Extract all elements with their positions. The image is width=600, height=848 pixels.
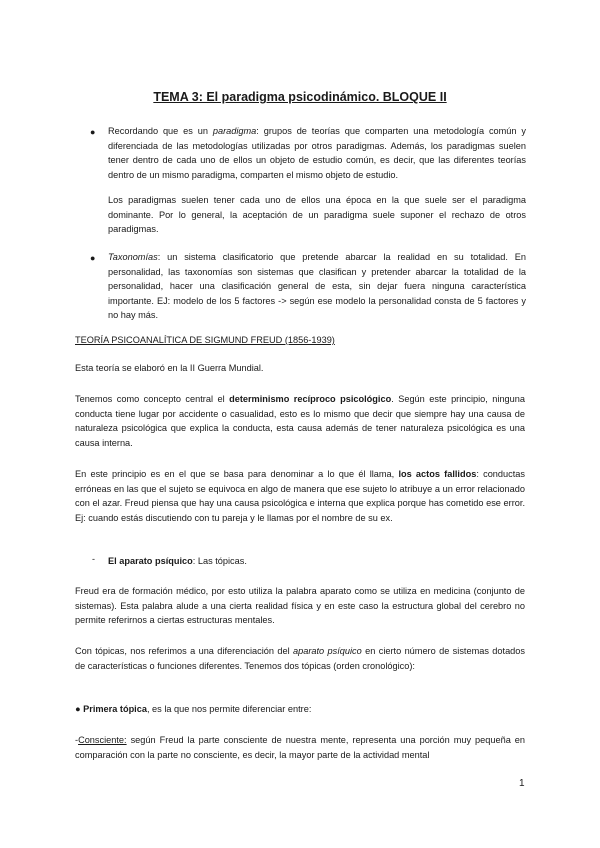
conscious-paragraph: -Consciente: según Freud la parte consciente de nuestra mente, representa una porción muy pequeña en comparación con la parte no consciente, es decir, la mayor parte de la actividad mental bbox=[75, 735, 525, 760]
freud-medical-paragraph: Freud era de formación médico, por esto utiliza la palabra aparato como se utiliza en medicina (conjunto de sistemas). Esta palabra alude a una cierta realidad física y en este caso la estructura global del cerebro no permite referirnos a ciertas estructuras mentales. bbox=[75, 586, 525, 626]
paradigm-definition-paragraph: Recordando que es un paradigma: grupos de teorías que comparten una metodología común y diferenciada de las metodologías utilizadas por otros paradigmas. Además, los paradigmas suelen tener dentro de cada uno de ellos un objeto de estudio común, es decir, que las diferentes teorías dentro de un mismo paradigma, comparten el mismo objeto de estudio. bbox=[108, 126, 526, 180]
determinism-paragraph: Tenemos como concepto central el determinismo recíproco psicológico. Según este principio, ninguna conducta tiene lugar por accidente o casualidad, esto es lo mismo que decir que siempre hay una causa de naturaleza psicológica que explica la conducta, esta causa además de tener naturaleza psicológica es una causa interna. bbox=[75, 394, 525, 448]
section-heading: TEORÍA PSICOANALÍTICA DE SIGMUND FREUD (1856-1939) bbox=[75, 335, 335, 345]
psychic-apparatus-term: El aparato psíquico bbox=[108, 556, 193, 566]
paradigm-era-paragraph: Los paradigmas suelen tener cada uno de ellos una época en la que suele ser el paradigma dominante. Por lo general, la aceptación de un paradigma suele suponer el rechazo de otros paradigmas. bbox=[108, 195, 526, 235]
bullet-icon: ● bbox=[90, 127, 96, 137]
taxonomy-term: Taxonomías bbox=[108, 252, 158, 262]
dash-marker: - bbox=[92, 554, 95, 564]
bullet-icon: ● bbox=[75, 704, 81, 714]
topics-paragraph: Con tópicas, nos referimos a una diferenciación del aparato psíquico en cierto número de sistemas dotados de características o funciones diferentes. Tenemos dos tópicas (orden cronológico): bbox=[75, 646, 525, 671]
paradigm-term: paradigma bbox=[212, 126, 257, 136]
psychic-apparatus-em: aparato psíquico bbox=[293, 646, 362, 656]
failed-acts-term: los actos fallidos bbox=[398, 469, 477, 479]
first-topic-line: ● Primera tópica, es la que nos permite diferenciar entre: bbox=[75, 704, 312, 714]
taxonomy-paragraph: Taxonomías: un sistema clasificatorio que pretende abarcar la realidad en su totalidad. En personalidad, las taxonomías son sistemas que clasifican y pretender abarcar la totalidad de la personalidad, hacer una clasificación general de esta, sin dejar fuera ninguna característica importante. EJ: modelo de los 5 factores -> según ese modelo la personalidad consta de 5 factores y no hay más. bbox=[108, 252, 526, 321]
determinism-term: determinismo recíproco psicológico bbox=[229, 394, 392, 404]
conscious-term: Consciente: bbox=[78, 735, 127, 745]
page-number: 1 bbox=[519, 778, 525, 789]
failed-acts-paragraph: En este principio es en el que se basa para denominar a lo que él llama, los actos fallidos: conductas erróneas en las que el sujeto se equivoca en algo de manera que ese sujeto lo atribuye a un error relacionado con el azar. Freud piensa que hay una causa psicológica e interna que explica porque has cometido ese error. Ej: cuando estás discutiendo con tu pareja y le llamas por el nombre de su ex. bbox=[75, 469, 525, 523]
page-title: TEMA 3: El paradigma psicodinámico. BLOQUE II bbox=[153, 90, 447, 104]
psychic-apparatus-item: El aparato psíquico: Las tópicas. bbox=[108, 556, 247, 566]
bullet-icon: ● bbox=[90, 253, 96, 263]
first-topic-term: Primera tópica bbox=[83, 704, 147, 714]
theory-origin-paragraph: Esta teoría se elaboró en la II Guerra Mundial. bbox=[75, 363, 264, 373]
